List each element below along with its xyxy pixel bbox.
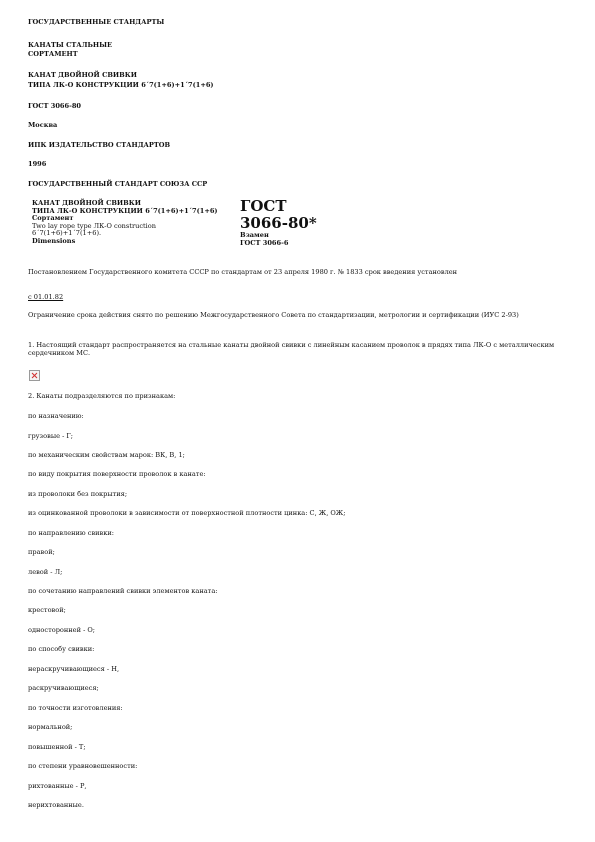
header-standard-of: ГОСУДАРСТВЕННЫЙ СТАНДАРТ СОЮЗА ССР [28,180,208,188]
header-city: Москва [28,121,58,129]
list-item: из оцинкованной проволоки в зависимости от поверхностной плотности цинка: С, Ж, ОЖ; [28,509,346,517]
list-item: рихтованные - Р, [28,782,87,790]
gost-title-left [32,200,218,246]
gost-number: 3066-80* [240,214,317,232]
list-item: по способу свивки: [28,645,95,653]
effective-date-link[interactable]: с 01.01.82 [28,293,64,301]
list-item: нормальной; [28,723,73,731]
list-item: по точности изготовления: [28,704,123,712]
list-item: по степени уравновешенности: [28,762,138,770]
list-item: левой - Л; [28,568,63,576]
broken-image-icon [29,370,40,381]
header-title-1: КАНАТ ДВОЙНОЙ СВИВКИ [28,71,137,79]
gost-word: ГОСТ [240,197,287,215]
list-item: правой; [28,548,55,556]
list-item: раскручивающиеся; [28,684,99,692]
list-item: односторонней - О; [28,626,96,634]
gost-left-line: КАНАТ ДВОЙНОЙ СВИВКИ [32,199,141,207]
decree-text: Постановлением Государственного комитета СССР по стандартам от 23 апреля 1980 г. № 1833 срок введения установлен [28,268,458,276]
limit-text: Ограничение срока действия снято по решению Межгосударственного Совета по стандартизации, метрологии и сертификации (ИУС 2-93) [28,311,519,319]
list-item: по назначению: [28,412,84,420]
gost-left-line: ТИПА ЛК-О КОНСТРУКЦИИ 6´7(1+6)+1´7(1+6) [32,206,218,215]
gost-left-line: Сортамент [32,214,74,223]
header-code: ГОСТ 3066-80 [28,102,82,110]
list-item: повышенной - Т; [28,743,86,751]
paragraph-2: 2. Канаты подразделяются по признакам: [28,392,176,400]
list-item: из проволоки без покрытия; [28,490,128,498]
gost-left-line: Two lay rope type ЛК-О construction [32,221,157,230]
header-year: 1996 [28,160,47,168]
header-publisher: ИПК ИЗДАТЕЛЬСТВО СТАНДАРТОВ [28,141,171,149]
list-item: по механическим свойствам марок: ВК, В, 1; [28,451,185,459]
gost-left-line: 6´7(1+6)+1´7(1+6). [32,229,102,238]
header-series-2: СОРТАМЕНТ [28,50,78,58]
gost-left-line: Dimensions [32,236,76,245]
list-item: грузовые - Г; [28,432,73,440]
header-series-1: КАНАТЫ СТАЛЬНЫЕ [28,41,113,49]
gost-title-right [240,198,317,247]
list-item: по направлению свивки: [28,529,115,537]
list-item: по сочетанию направлений свивки элементов каната: [28,587,218,595]
replaces-label: Взамен [240,231,269,239]
paragraph-1: 1. Настоящий стандарт распространяется на стальные канаты двойной свивки с линейным касанием проволок в прядях типа ЛК-О с металлическим сердечником МС. [28,341,555,357]
list-item: крестовой; [28,606,66,614]
header-org: ГОСУДАРСТВЕННЫЕ СТАНДАРТЫ [28,18,165,26]
header-title-2: ТИПА ЛК-О КОНСТРУКЦИИ 6´7(1+6)+1´7(1+6) [28,81,214,89]
replaces-value: ГОСТ 3066-6 [240,238,289,247]
list-item: по виду покрытия поверхности проволок в канате: [28,470,206,478]
list-item: нерихтованные. [28,801,84,809]
list-item: нераскручивающиеся - Н, [28,665,120,673]
gost-title-block [28,198,568,262]
